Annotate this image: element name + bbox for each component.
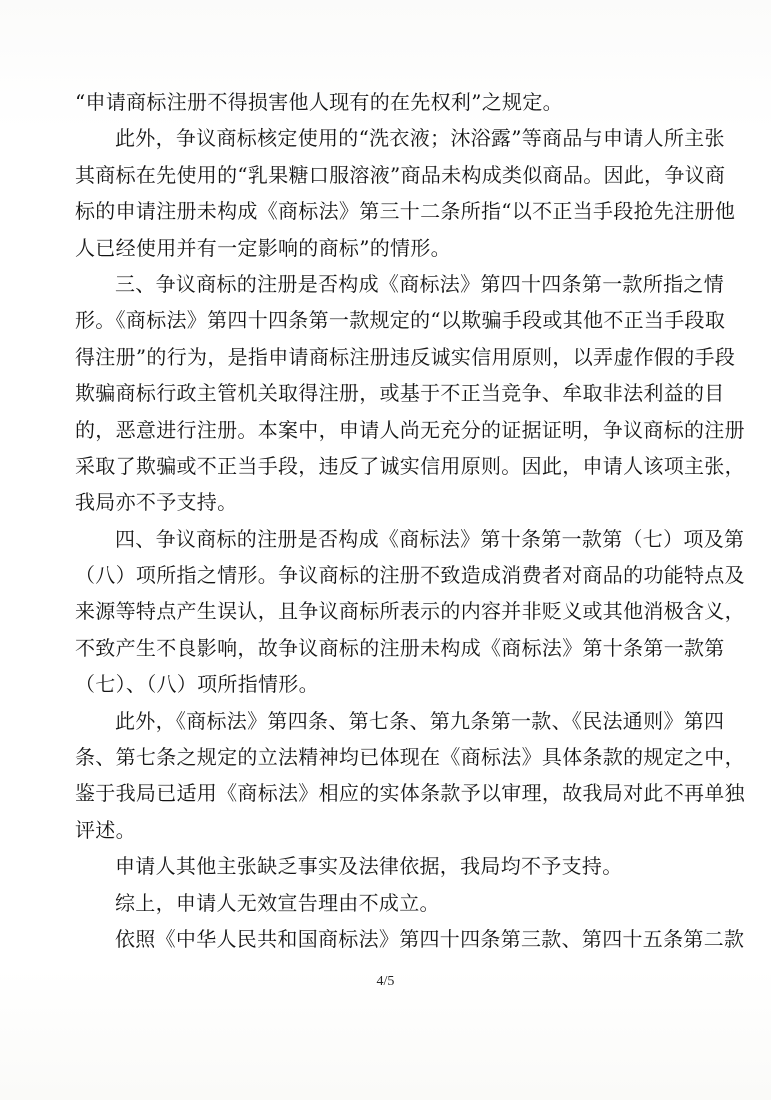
text-line: 欺骗商标行政主管机关取得注册，或基于不正当竞争、牟取非法利益的目 [75,381,725,406]
text-line: 的，恶意进行注册。本案中，申请人尚无充分的证据证明，争议商标的注册 [75,417,745,442]
text-line: 此外，《商标法》第四条、第七条、第九条第一款、《民法通则》第四 [115,708,725,733]
text-line: 人已经使用并有一定影响的商标”的情形。 [75,235,451,260]
text-line: 三、争议商标的注册是否构成《商标法》第四十四条第一款所指之情 [115,271,724,296]
text-line: 申请人其他主张缺乏事实及法律依据，我局均不予支持。 [115,854,623,879]
text-line: “申请商标注册不得损害他人现有的在先权利”之规定。 [75,90,563,114]
text-line: （八）项所指之情形。争议商标的注册不致造成消费者对商品的功能特点及 [75,563,745,588]
text-line: 综上，申请人无效宣告理由不成立。 [115,890,440,915]
text-line: 采取了欺骗或不正当手段，违反了诚实信用原则。因此，申请人该项主张， [75,453,745,478]
text-line: 此外，争议商标核定使用的“洗衣液；沐浴露”等商品与申请人所主张 [115,126,725,151]
text-line: 条、第七条之规定的立法精神均已体现在《商标法》具体条款的规定之中， [75,745,745,770]
text-line: 四、争议商标的注册是否构成《商标法》第十条第一款第（七）项及第 [115,526,745,551]
text-line: 我局亦不予支持。 [75,490,238,515]
text-line: 依照《中华人民共和国商标法》第四十四条第三款、第四十五条第二款 [115,926,745,951]
text-line: 评述。 [75,817,136,842]
text-line: （七）、（八）项所指情形。 [75,672,319,697]
text-line: 鉴于我局已适用《商标法》相应的实体条款予以审理，故我局对此不再单独 [75,781,745,806]
page-number: 4/5 [376,974,395,989]
document-body [75,84,745,957]
text-line: 来源等特点产生误认，且争议商标所表示的内容并非贬义或其他消极含义， [75,599,745,624]
text-line: 标的申请注册未构成《商标法》第三十二条所指“以不正当手段抢先注册他 [75,199,736,224]
text-line: 其商标在先使用的“乳果糖口服溶液”商品未构成类似商品。因此，争议商 [75,162,726,187]
text-line: 得注册”的行为，是指申请商标注册违反诚实信用原则，以弄虚作假的手段 [75,344,736,369]
text-line: 不致产生不良影响，故争议商标的注册未构成《商标法》第十条第一款第 [75,635,725,660]
text-line: 形。《商标法》第四十四条第一款规定的“以欺骗手段或其他不正当手段取 [75,308,726,333]
